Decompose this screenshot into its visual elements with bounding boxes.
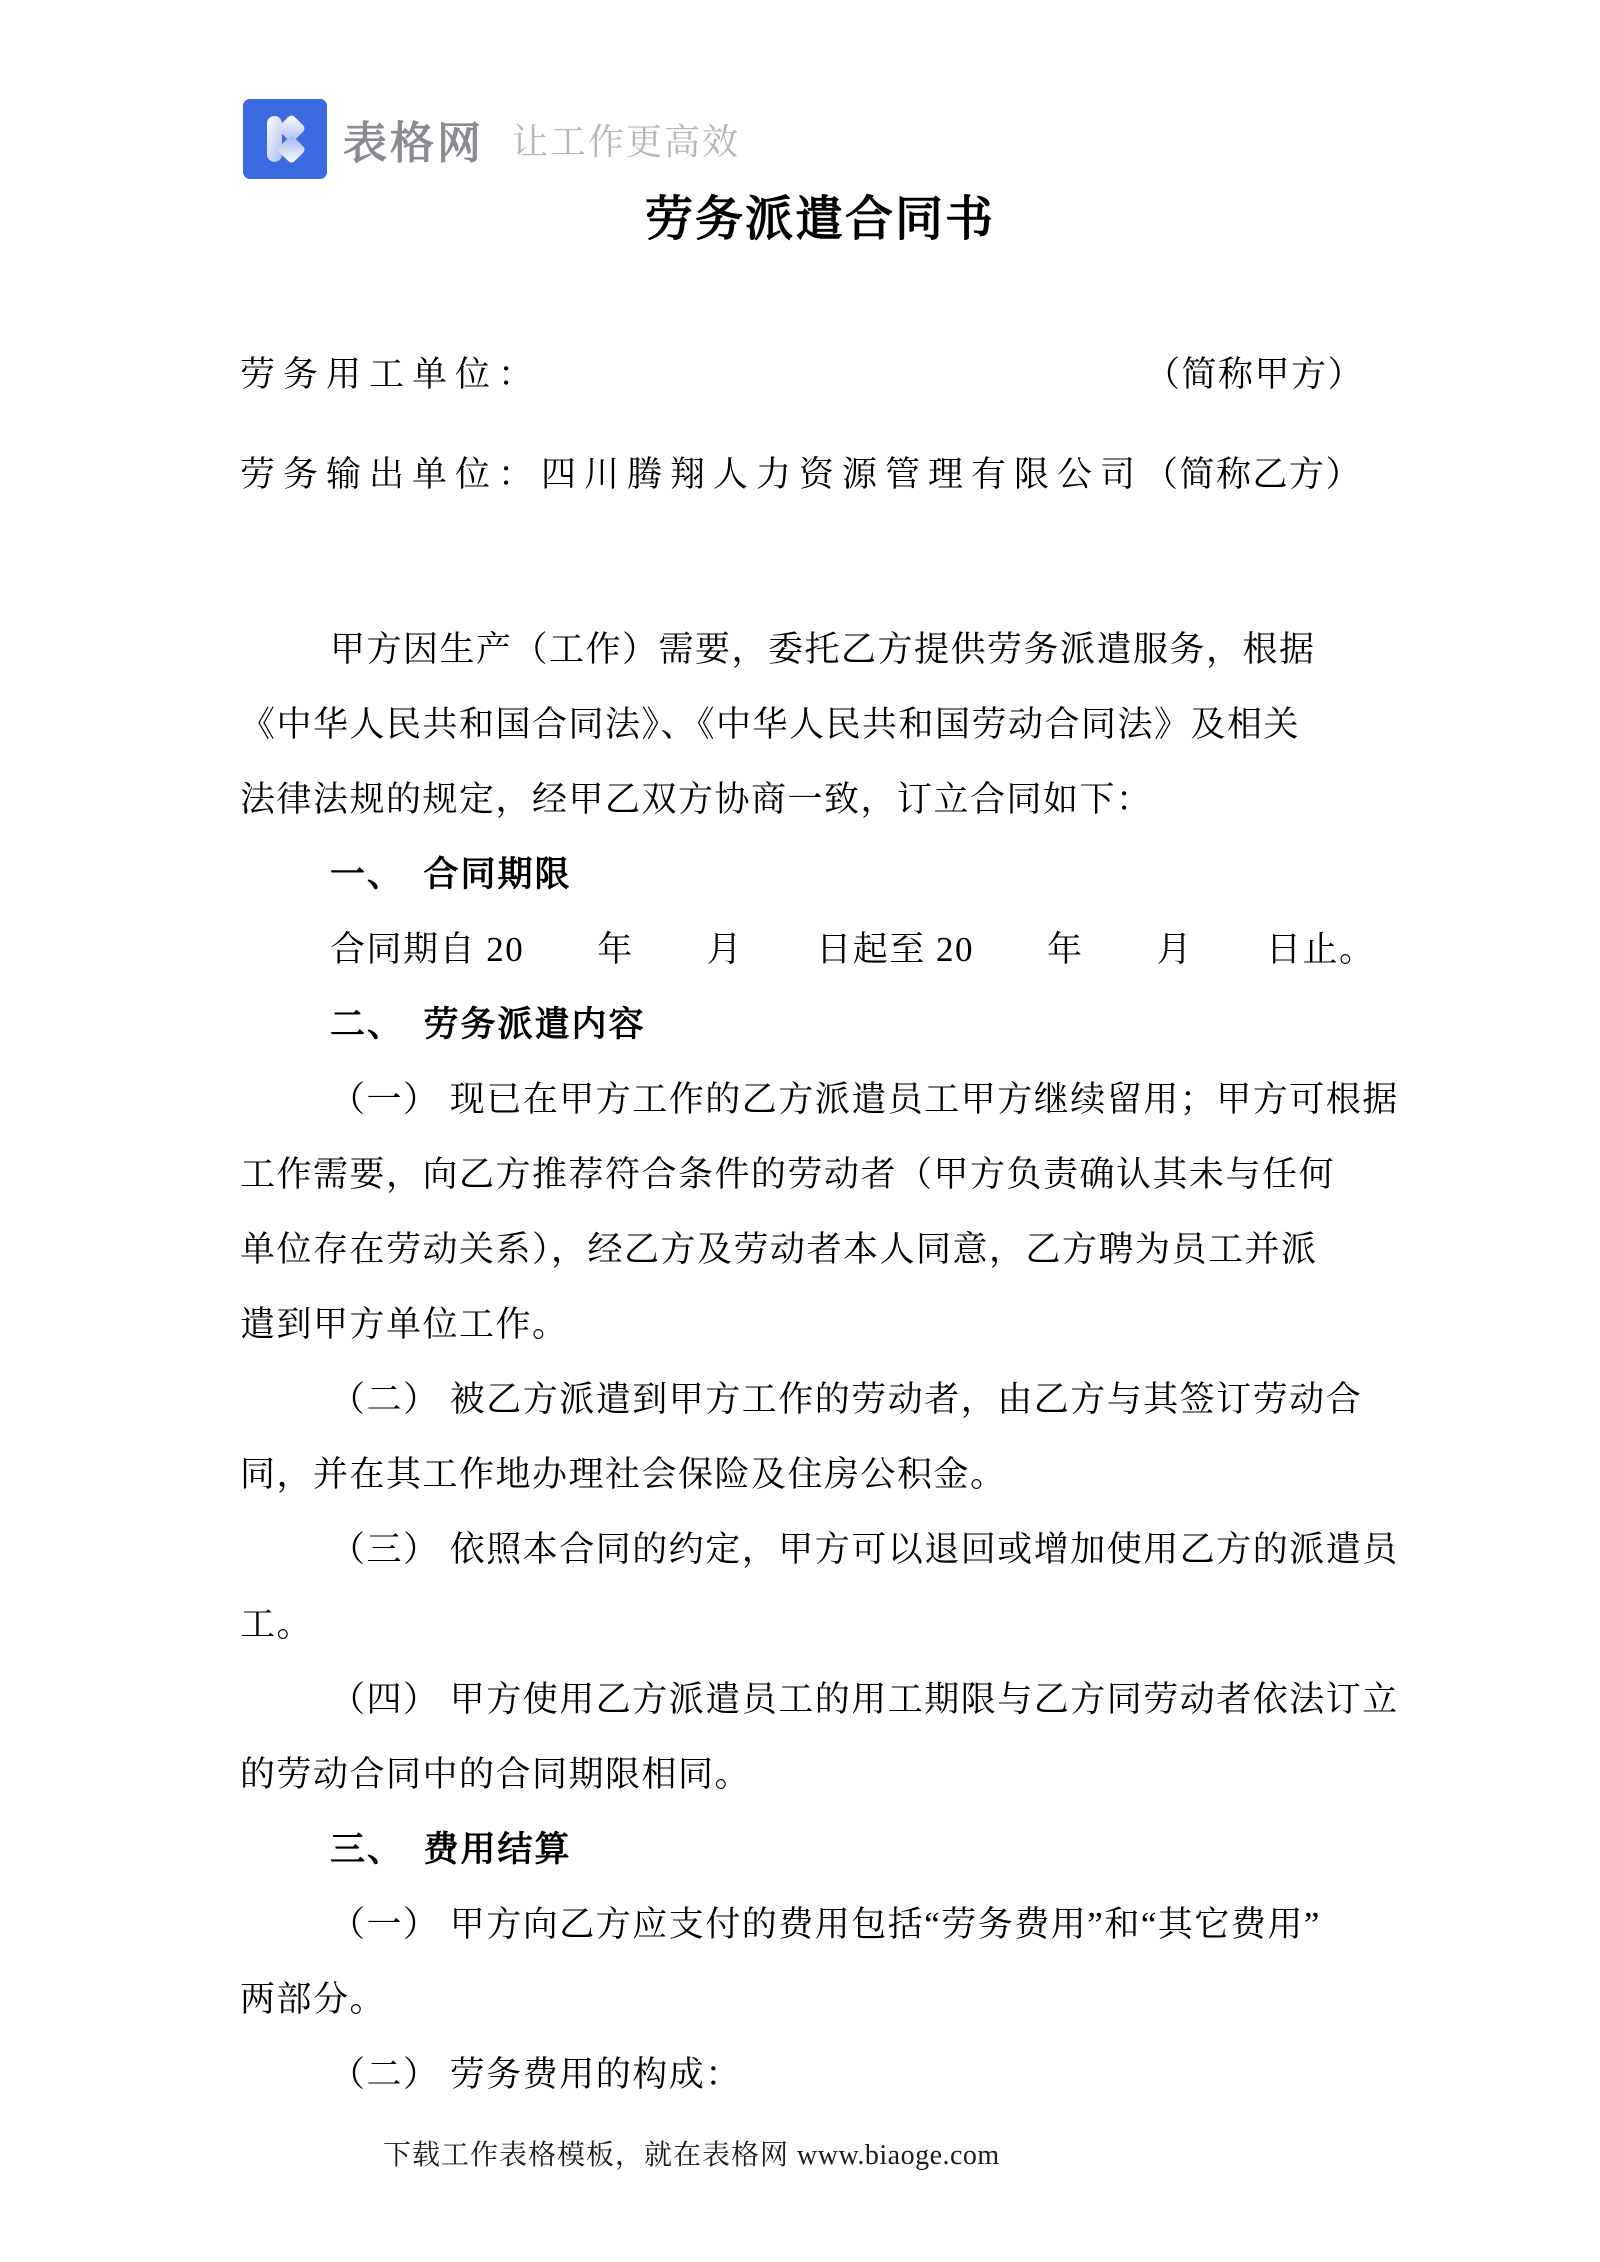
contract-line: （三） 依照本合同的约定，甲方可以退回或增加使用乙方的派遣员 — [330, 1530, 1399, 1569]
page-title: 劳务派遣合同书 — [644, 193, 995, 246]
contract-line: 《中华人民共和国合同法》、《中华人民共和国劳动合同法》及相关 — [240, 705, 1301, 744]
contract-line: （四） 甲方使用乙方派遣员工的用工期限与乙方同劳动者依法订立 — [330, 1680, 1399, 1719]
party-b-label: 劳务输出单位：四川腾翔人力资源管理有限公司 — [240, 455, 1144, 494]
brand-header — [243, 99, 740, 179]
contract-line: 单位存在劳动关系），经乙方及劳动者本人同意，乙方聘为员工并派 — [240, 1230, 1318, 1269]
contract-line: 合同期自 20 年 月 日起至 20 年 月 日止。 — [330, 930, 1376, 969]
contract-body — [240, 612, 1400, 2112]
contract-line: 的劳动合同中的合同期限相同。 — [240, 1755, 752, 1794]
contract-line: 同，并在其工作地办理社会保险及住房公积金。 — [240, 1455, 1007, 1494]
brand-tagline: 让工作更高效 — [512, 120, 741, 162]
contract-line: 工。 — [240, 1605, 314, 1644]
footer-text: 下载工作表格模板，就在表格网 — [383, 2140, 798, 2171]
biaoge-logo-icon — [243, 99, 327, 179]
contract-line: 法律法规的规定，经甲乙双方协商一致，订立合同如下： — [240, 780, 1153, 819]
party-a-label: 劳务用工单位： — [240, 355, 542, 394]
contract-line: （一） 甲方向乙方应支付的费用包括“劳务费用”和“其它费用” — [330, 1905, 1321, 1944]
contract-line: 遣到甲方单位工作。 — [240, 1305, 569, 1344]
contract-line: 甲方因生产（工作）需要，委托乙方提供劳务派遣服务，根据 — [330, 630, 1316, 669]
contract-line: 工作需要，向乙方推荐符合条件的劳动者（甲方负责确认其未与任何 — [240, 1155, 1336, 1194]
brand-name: 表格网 — [343, 119, 484, 168]
party-a-alias: （简称甲方） — [1144, 355, 1364, 394]
section-heading: 一、 合同期限 — [330, 855, 572, 894]
parties-section — [240, 337, 1400, 512]
contract-line: （二） 被乙方派遣到甲方工作的劳动者，由乙方与其签订劳动合 — [330, 1380, 1363, 1419]
section-heading: 三、 费用结算 — [330, 1830, 572, 1869]
party-a-row — [240, 337, 1400, 412]
contract-line: 两部分。 — [240, 1980, 387, 2019]
party-b-alias: （简称乙方） — [1143, 455, 1363, 494]
footer-link[interactable]: www.biaoge.com — [797, 2140, 1000, 2171]
page-footer — [383, 2136, 1000, 2176]
contract-line: （一） 现已在甲方工作的乙方派遣员工甲方继续留用；甲方可根据 — [330, 1080, 1399, 1119]
party-b-row — [240, 437, 1400, 512]
section-heading: 二、 劳务派遣内容 — [330, 1005, 646, 1044]
contract-line: （二） 劳务费用的构成： — [330, 2055, 742, 2094]
